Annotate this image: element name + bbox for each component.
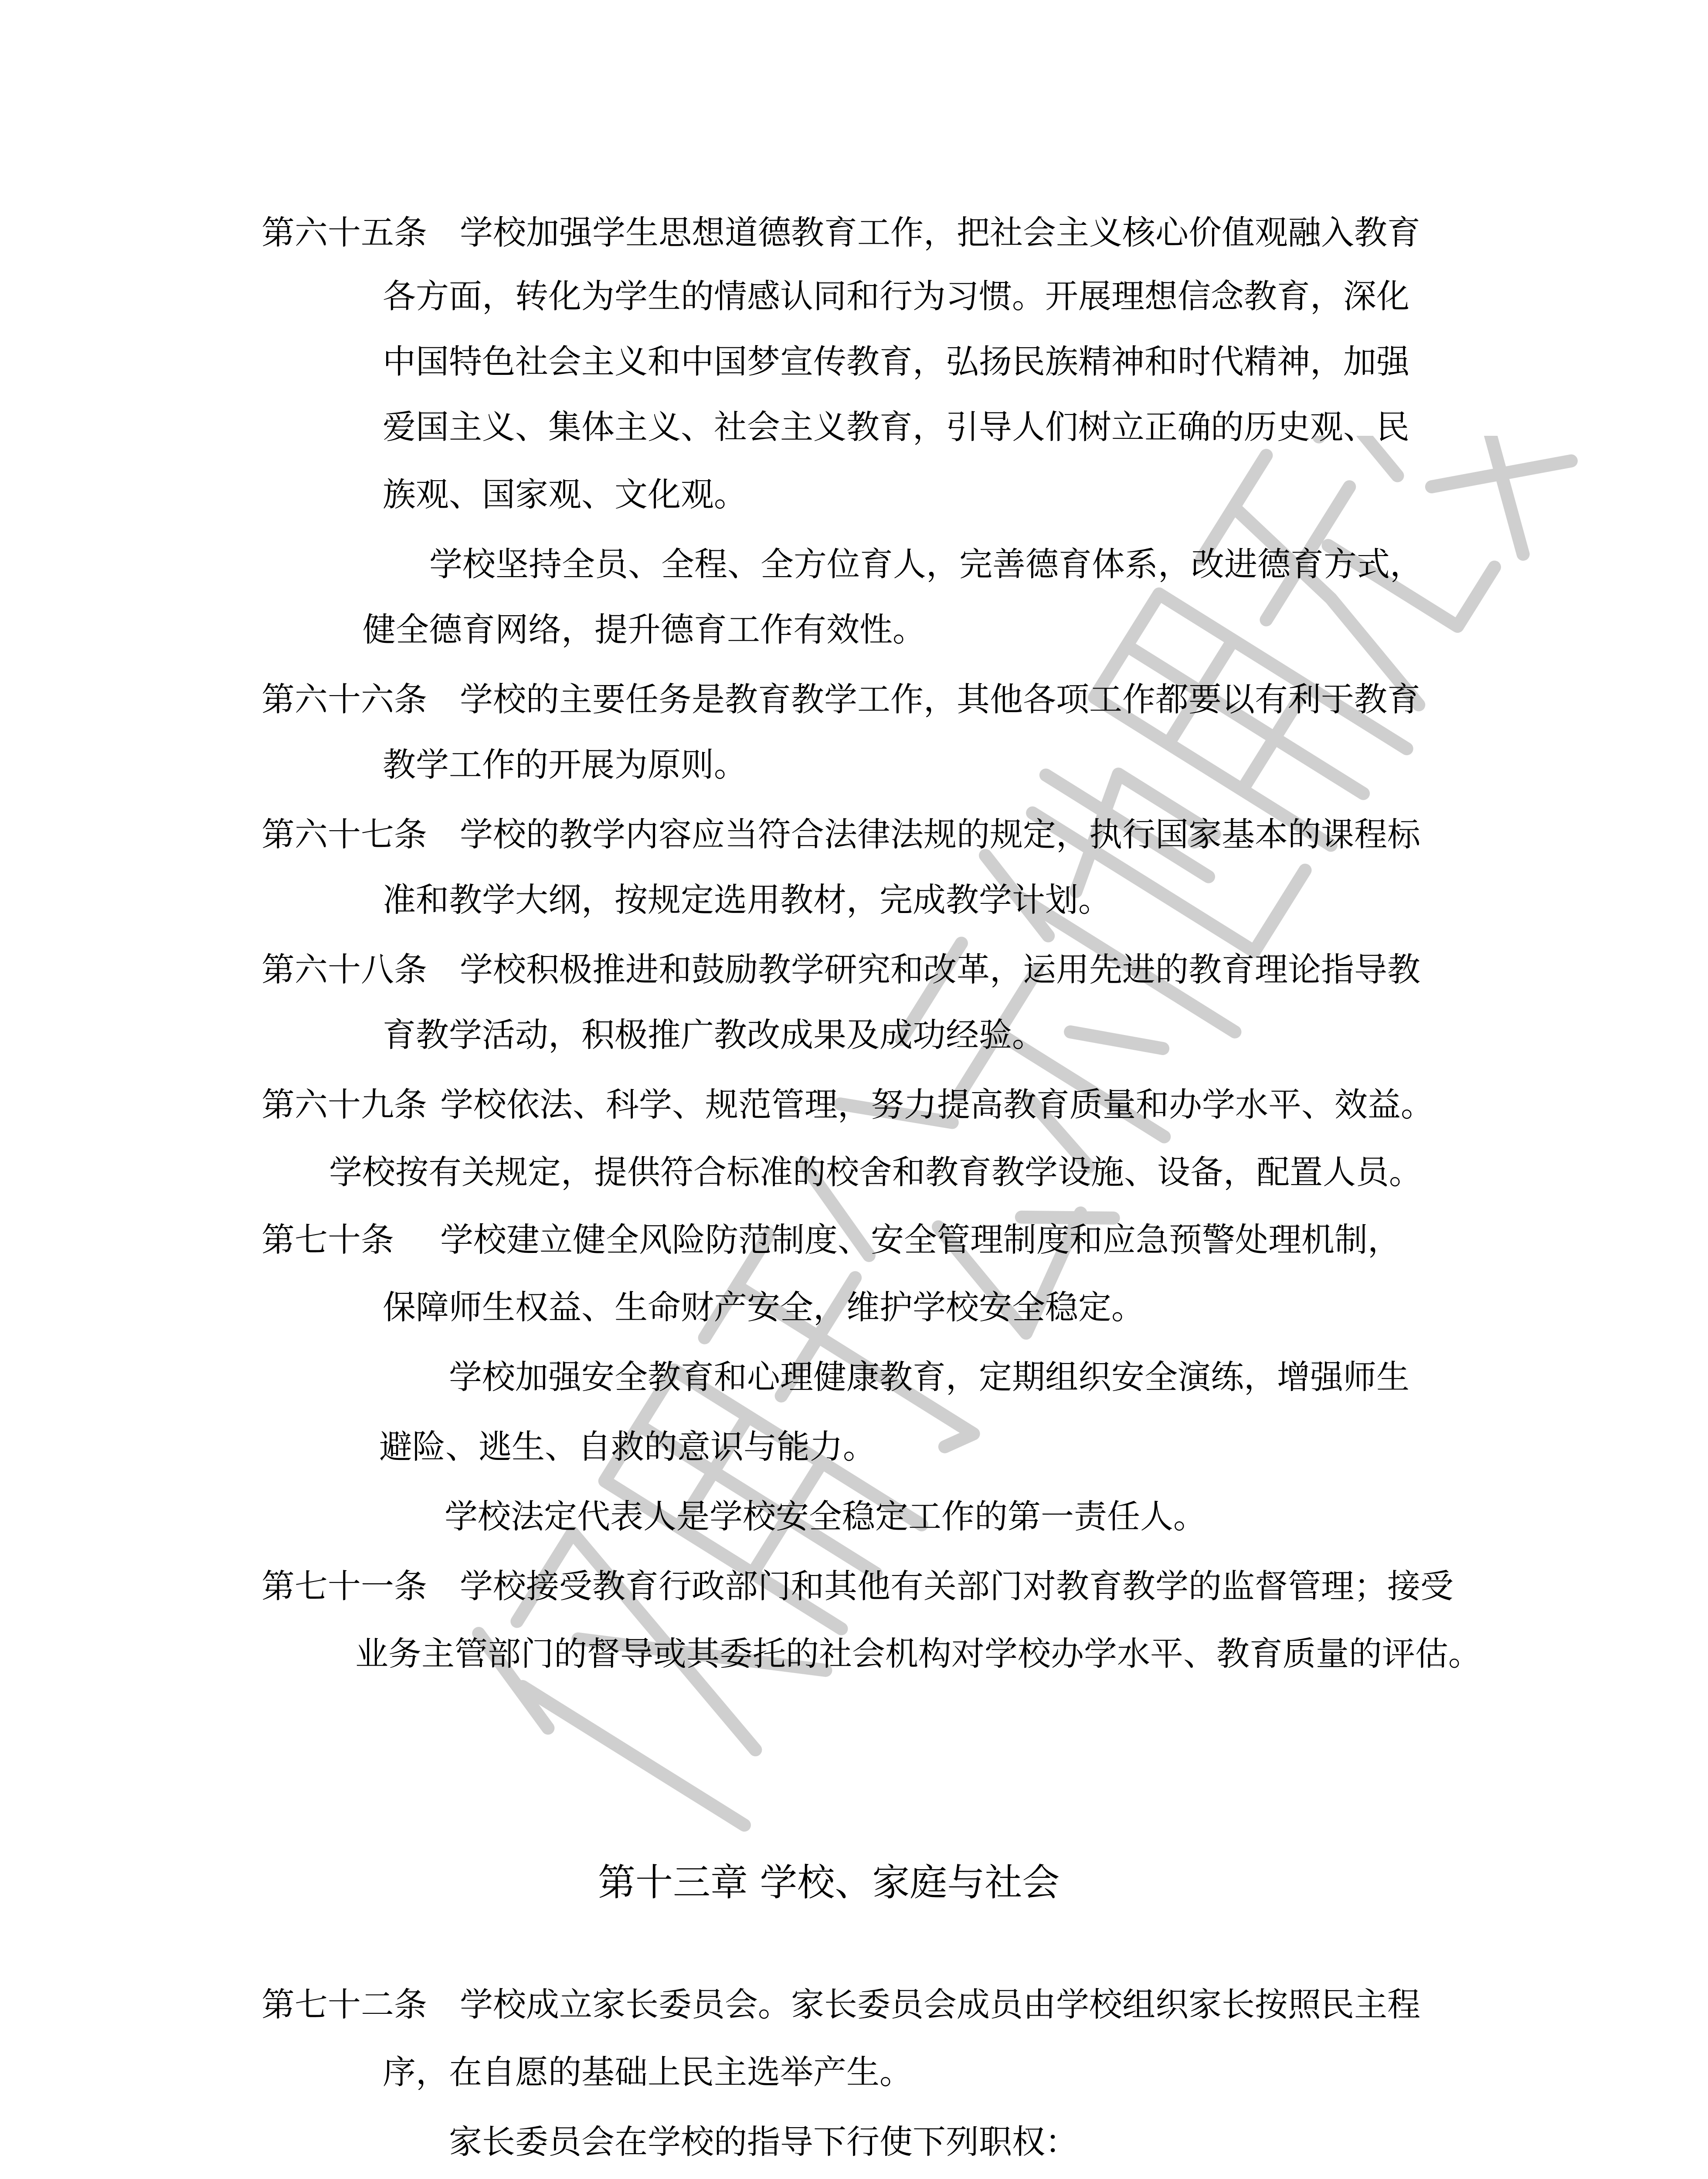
article-text: 各方面，转化为学生的情感认同和行为习惯。开展理想信念教育，深化 (383, 277, 1409, 316)
article-heading: 第六十九条 (261, 1085, 427, 1124)
article-paragraph: 避险、逃生、自救的意识与能力。 (379, 1427, 876, 1466)
article-text: 保障师生权益、生命财产安全，维护学校安全稳定。 (383, 1288, 1144, 1327)
article-text: 准和教学大纲，按规定选用教材，完成教学计划。 (383, 880, 1111, 919)
article-paragraph: 学校加强安全教育和心理健康教育，定期组织安全演练，增强师生 (449, 1358, 1409, 1396)
article-paragraph: 学校坚持全员、全程、全方位育人，完善德育体系，改进德育方式， (429, 545, 1423, 584)
article-text: 教学工作的开展为原则。 (383, 745, 747, 784)
article-text: 学校加强学生思想道德教育工作，把社会主义核心价值观融入教育 (460, 213, 1420, 252)
article-heading: 第六十六条 (261, 680, 427, 719)
article-text: 学校成立家长委员会。家长委员会成员由学校组织家长按照民主程 (460, 1985, 1420, 2024)
article-text: 学校接受教育行政部门和其他有关部门对教育教学的监督管理；接受 (460, 1567, 1453, 1605)
article-text: 中国特色社会主义和中国梦宣传教育，弘扬民族精神和时代精神，加强 (383, 342, 1409, 381)
article-heading: 第六十五条 (261, 213, 427, 252)
article-text: 学校的主要任务是教育教学工作，其他各项工作都要以有利于教育 (460, 680, 1420, 719)
article-text: 业务主管部门的督导或其委托的社会机构对学校办学水平、教育质量的评估。 (355, 1634, 1481, 1673)
article-text: 序，在自愿的基础上民主选举产生。 (383, 2053, 913, 2091)
article-paragraph: 健全德育网络，提升德育工作有效性。 (363, 610, 926, 649)
chapter-title: 第十三章 学校、家庭与社会 (598, 1861, 1060, 1904)
article-text: 族观、国家观、文化观。 (383, 475, 747, 514)
article-heading: 第七十条 (261, 1220, 394, 1259)
article-heading: 第七十一条 (261, 1567, 427, 1605)
article-heading: 第七十二条 (261, 1985, 427, 2024)
article-text: 学校建立健全风险防范制度、安全管理制度和应急预警处理机制， (440, 1220, 1401, 1259)
article-text: 学校的教学内容应当符合法律法规的规定，执行国家基本的课程标 (460, 815, 1420, 854)
article-paragraph: 家长委员会在学校的指导下行使下列职权： (449, 2122, 1078, 2161)
article-text: 学校积极推进和鼓励教学研究和改革，运用先进的教育理论指导教 (460, 950, 1420, 989)
article-heading: 第六十七条 (261, 815, 427, 854)
article-heading: 第六十八条 (261, 950, 427, 989)
article-paragraph: 学校法定代表人是学校安全稳定工作的第一责任人。 (445, 1497, 1206, 1536)
article-text: 学校依法、科学、规范管理，努力提高教育质量和办学水平、效益。 (440, 1085, 1434, 1124)
article-text: 学校按有关规定，提供符合标准的校舍和教育教学设施、设备，配置人员。 (329, 1153, 1422, 1191)
article-text: 爱国主义、集体主义、社会主义教育，引导人们树立正确的历史观、民 (383, 407, 1409, 446)
article-text: 育教学活动，积极推广教改成果及成功经验。 (383, 1015, 1045, 1054)
